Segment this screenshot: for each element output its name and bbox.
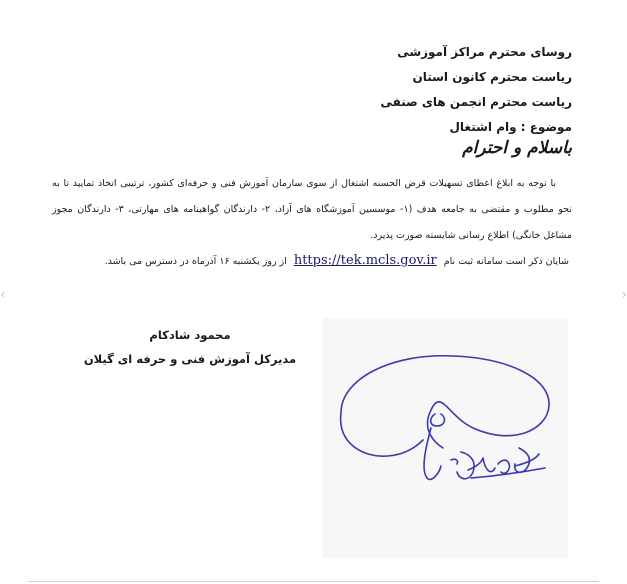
- signature-image: [323, 318, 568, 558]
- body-paragraph: [52, 171, 572, 249]
- signer-title: مدیرکل آموزش فنی و حرفه ای گیلان: [83, 352, 297, 366]
- signature-drawing: [323, 318, 568, 558]
- registration-notice: [105, 251, 569, 272]
- body-paragraph-text: با توجه به ابلاغ اعطای تسهیلات قرض الحسنه اشتغال از سوی سازمان آموزش فنی و حرفه‌ای کشور، ترتیبی اتخاذ تمایید تا به نحو مطلوب و مقتضی به جامعه هدف (۱- موسسین آموزشگاه های آزاد، ۲- دارندگان گواهینامه های مهارتی، ۳- دارندگان مجوز مشاغل خانگی) اطلاع رسانی شایسته صورت پذیرد.: [52, 178, 573, 241]
- recipient-line-training-centers: روسای محترم مراکز آموزشی: [397, 45, 572, 59]
- footer-divider: [28, 581, 599, 582]
- recipient-line-trade-unions: ریاست محترم انجمن های صنفی: [380, 95, 572, 109]
- subject-line: موضوع : وام اشتغال: [449, 120, 572, 134]
- signer-name: محمود شادکام: [149, 328, 231, 342]
- recipient-line-province-association: ریاست محترم کانون استان: [412, 70, 572, 84]
- signer-block: [80, 323, 300, 371]
- salutation: باسلام و احترام: [462, 138, 572, 158]
- recipients-header: [272, 40, 572, 140]
- notice-text-before: شایان ذکر است سامانه ثبت نام: [443, 256, 569, 267]
- notice-text-after: از روز یکشنبه ۱۶ آذرماه در دسترس می باشد.: [104, 256, 287, 267]
- registration-link[interactable]: https://tek.mcls.gov.ir: [293, 253, 437, 268]
- chevron-left-icon[interactable]: ‹: [0, 287, 6, 303]
- chevron-right-icon[interactable]: ›: [621, 287, 627, 303]
